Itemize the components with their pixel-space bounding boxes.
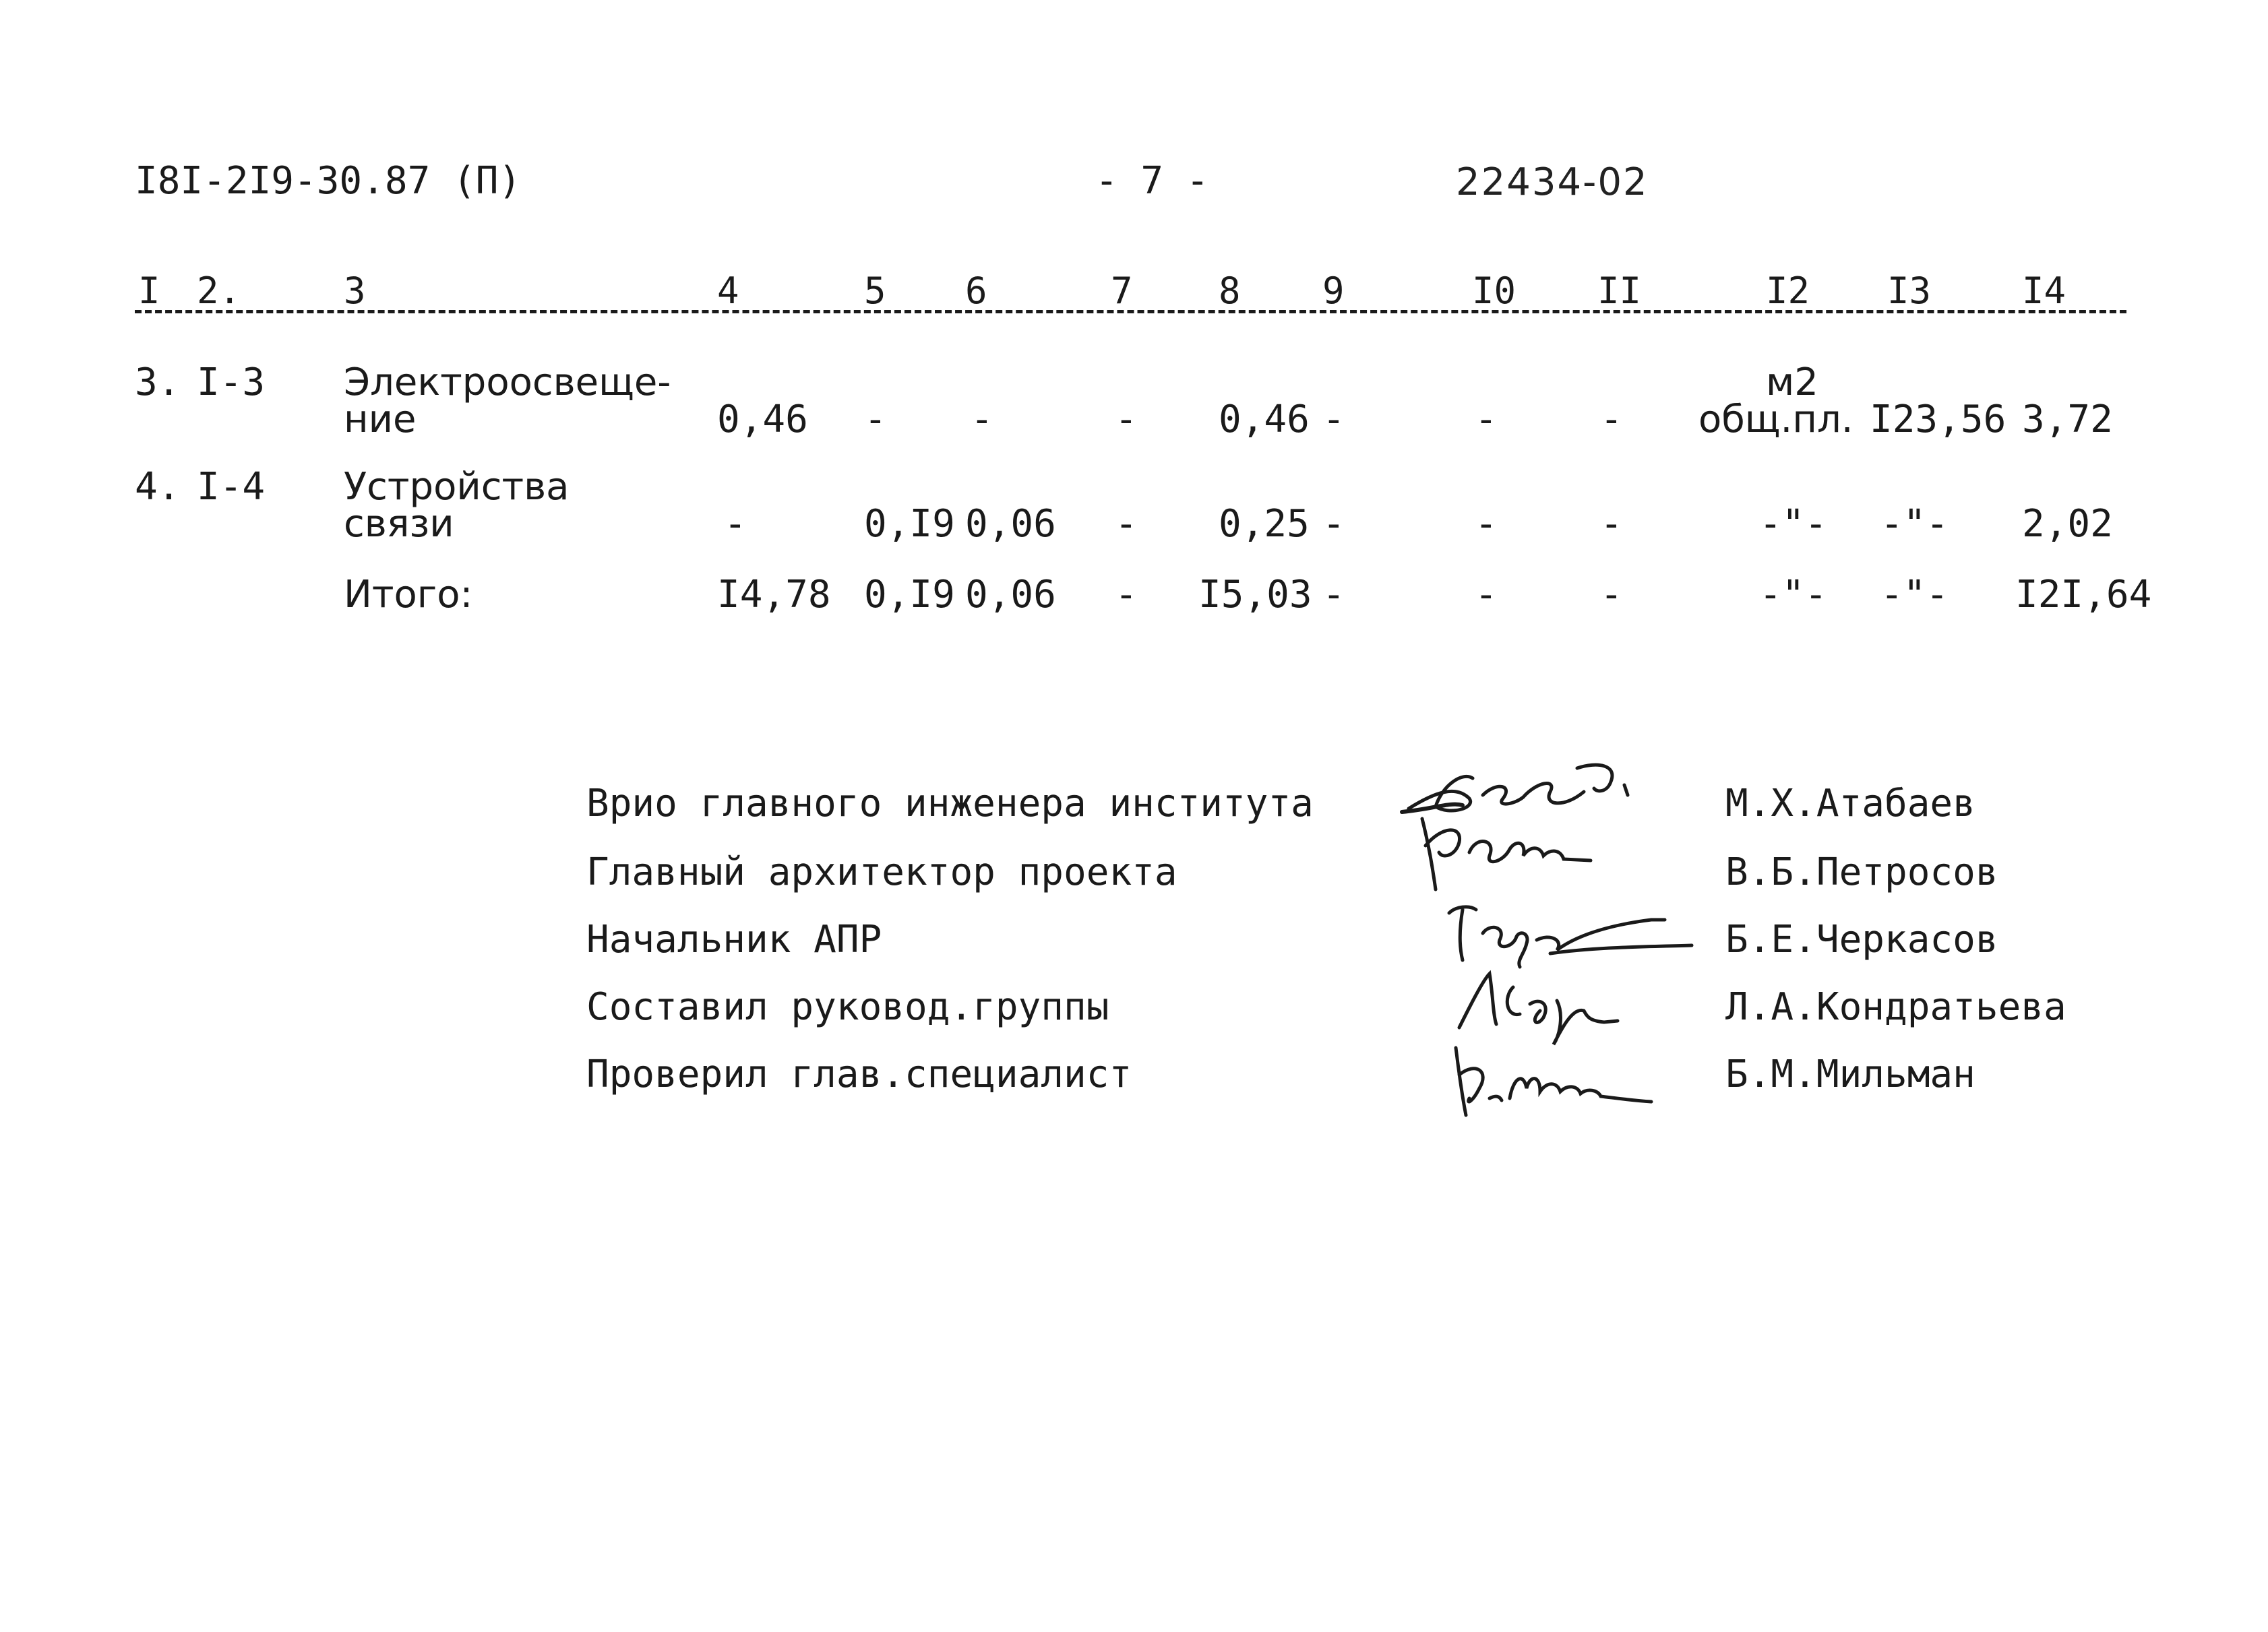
header-rule <box>135 310 2126 313</box>
col-num-11: II <box>1597 270 1642 312</box>
row-code: I-4 <box>197 465 266 509</box>
col-num-3: 3 <box>344 270 366 312</box>
cell-c11: - <box>1600 398 1623 441</box>
signer-role: Главный архитектор проекта <box>586 850 1177 894</box>
cell-c7: - <box>1115 502 1138 546</box>
cell-c8: I5,03 <box>1198 573 1312 617</box>
signature-5-icon <box>1395 1034 1665 1122</box>
col-num-4: 4 <box>717 270 739 312</box>
cell-c12-unit: м2 <box>1766 360 1818 404</box>
col-num-1: I <box>138 270 160 312</box>
signer-role: Проверил глав.специалист <box>586 1053 1132 1096</box>
row-number: 4. <box>135 465 181 509</box>
row-number: 3. <box>135 360 181 404</box>
cell-c6: 0,06 <box>965 573 1056 617</box>
cell-c12: -"- <box>1759 502 1828 546</box>
row-title-cont: связи <box>344 502 454 546</box>
cell-c9: - <box>1322 398 1345 441</box>
inventory-number: 22434-02 <box>1456 160 1649 204</box>
col-num-6: 6 <box>965 270 987 312</box>
col-num-8: 8 <box>1219 270 1241 312</box>
col-num-2: 2. <box>197 270 241 312</box>
col-num-9: 9 <box>1322 270 1345 312</box>
col-num-14: I4 <box>2022 270 2066 312</box>
cell-c9: - <box>1322 573 1345 617</box>
cell-c13: I23,56 <box>1870 398 2006 441</box>
total-label: Итого: <box>344 573 473 617</box>
cell-c11: - <box>1600 573 1623 617</box>
row-title-cont: ние <box>344 398 417 441</box>
cell-c12: -"- <box>1759 573 1828 617</box>
cell-c11: - <box>1600 502 1623 546</box>
cell-c5: 0,I9 <box>864 573 955 617</box>
signer-role: Врио главного инженера института <box>586 782 1314 825</box>
col-num-7: 7 <box>1111 270 1133 312</box>
signer-name: Л.А.Кондратьева <box>1725 985 2066 1029</box>
cell-c13: -"- <box>1880 502 1949 546</box>
col-num-12: I2 <box>1766 270 1810 312</box>
signature-2-icon <box>1395 805 1638 893</box>
row-title: Электроосвеще- <box>344 360 671 404</box>
signer-role: Начальник АПР <box>586 918 882 962</box>
cell-c10: - <box>1475 398 1498 441</box>
cell-c4: 0,46 <box>717 398 808 441</box>
cell-c9: - <box>1322 502 1345 546</box>
signer-role: Составил руковод.группы <box>586 985 1109 1029</box>
row-title: Устройства <box>344 465 570 509</box>
cell-c14: I2I,64 <box>2015 573 2152 617</box>
cell-c8: 0,46 <box>1219 398 1310 441</box>
cell-c6: 0,06 <box>965 502 1056 546</box>
cell-c14: 3,72 <box>2022 398 2113 441</box>
col-num-13: I3 <box>1887 270 1932 312</box>
signer-name: В.Б.Петросов <box>1725 850 1998 894</box>
cell-c13: -"- <box>1880 573 1949 617</box>
document-code: I8I-2I9-30.87 (П) <box>135 159 522 203</box>
col-num-10: I0 <box>1472 270 1516 312</box>
cell-c5: 0,I9 <box>864 502 955 546</box>
signer-name: Б.Е.Черкасов <box>1725 918 1998 962</box>
row-code: I-3 <box>197 360 266 404</box>
cell-c8: 0,25 <box>1219 502 1310 546</box>
cell-c5: - <box>864 398 887 441</box>
cell-c14: 2,02 <box>2022 502 2113 546</box>
page-number: - 7 - <box>1095 159 1209 203</box>
cell-c6: - <box>971 398 993 441</box>
cell-c7: - <box>1115 573 1138 617</box>
cell-c10: - <box>1475 502 1498 546</box>
signer-name: Б.М.Мильман <box>1725 1053 1975 1096</box>
cell-c10: - <box>1475 573 1498 617</box>
cell-c4: I4,78 <box>717 573 831 617</box>
cell-c4: - <box>724 502 747 546</box>
signer-name: М.Х.Атабаев <box>1725 782 1975 825</box>
cell-c12: общ.пл. <box>1698 398 1853 441</box>
cell-c7: - <box>1115 398 1138 441</box>
col-num-5: 5 <box>864 270 886 312</box>
